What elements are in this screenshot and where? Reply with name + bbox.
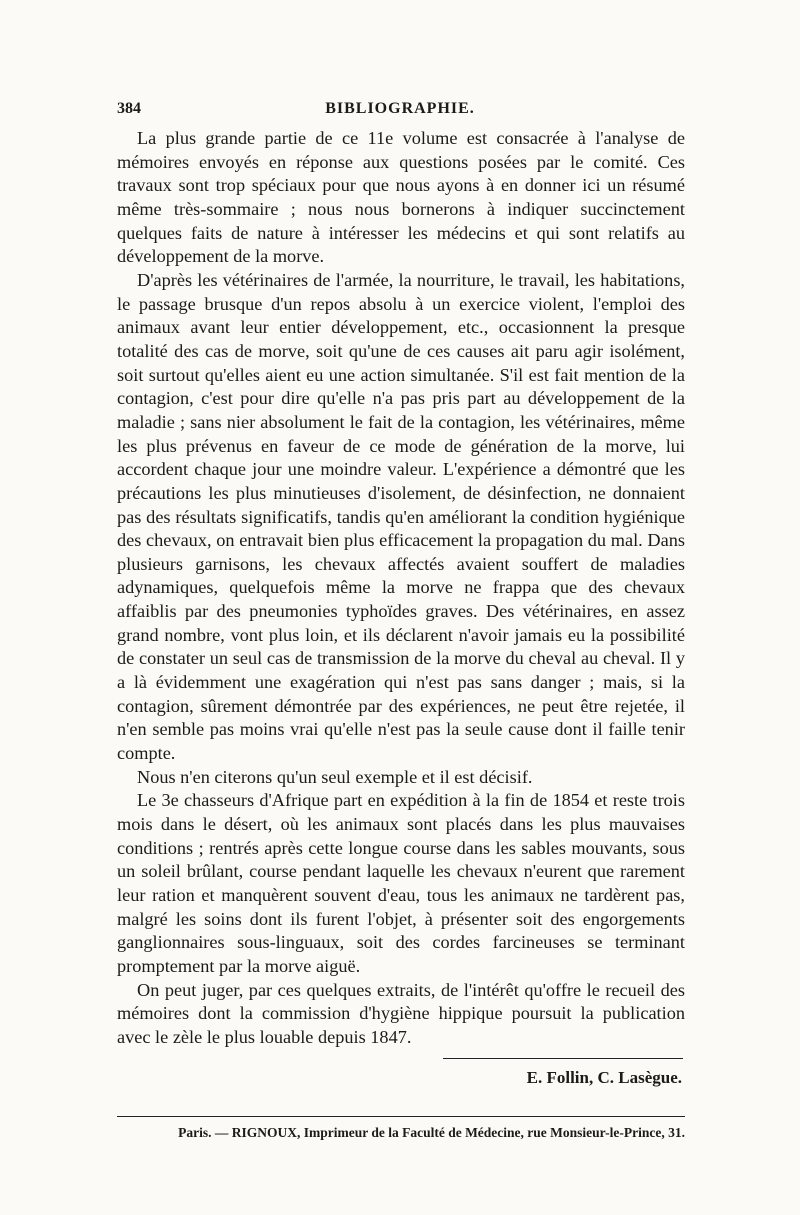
imprint-rule (117, 1116, 685, 1117)
printer-imprint: Paris. — RIGNOUX, Imprimeur de la Faculté de Médecine, rue Monsieur-le-Prince, 31. (178, 1125, 685, 1140)
author-signature: E. Follin, C. Lasègue. (526, 1068, 682, 1087)
signature-rule (443, 1058, 683, 1059)
paragraph: Nous n'en citerons qu'un seul exemple et il est décisif. (137, 766, 533, 787)
running-title: BIBLIOGRAPHIE. (325, 100, 475, 117)
paragraph: D'après les vétérinaires de l'armée, la nourriture, le travail, les habitations, le passage brusque d'un repos absolu à un exercice violent, l'emploi des animaux avant leur entier développement, etc., occasionnent la presque totalité des cas de morve, soit qu'une de ces causes ait paru agir isolément, soit surtout qu'elles aient eu une action simultanée. S'il est fait mention de la contagion, c'est pour dire qu'elle n'a pas pris part au développement de la maladie ; sans nier absolument le fait de la contagion, les vétérinaires, même les plus prévenus en faveur de ce mode de génération de la morve, lui accordent chaque jour une moindre valeur. L'expérience a démontré que les précautions les plus minutieuses d'isolement, de désinfection, ne donnaient pas des résultats significatifs, tandis qu'en améliorant la condition hygiénique des chevaux, on entravait bien plus efficacement la propagation du mal. Dans plusieurs garnisons, les chevaux affectés avaient souffert de maladies adynamiques, quelquefois même la morve ne frappa que des chevaux affaiblis par des pneumonies typhoïdes graves. Des vétérinaires, en assez grand nombre, vont plus loin, et ils déclarent n'avoir jamais eu la possibilité de constater un seul cas de transmission de la morve du cheval au cheval. Il y a là évidemment une exagération qui n'est pas sans danger ; mais, si la contagion, sûrement démontrée par des expériences, ne peut être rejetée, il n'en semble pas moins vrai qu'elle n'est pas la seule cause dont il faille tenir compte. (117, 269, 685, 764)
page-header (117, 100, 683, 124)
paragraph: Le 3e chasseurs d'Afrique part en expédition à la fin de 1854 et reste trois mois dans le désert, où les animaux sont placés dans les plus mauvaises conditions ; rentrés après cette longue course dans les sables mouvants, sous un soleil brûlant, course pendant laquelle les chevaux n'eurent que rarement leur ration et manquèrent souvent d'eau, tous les animaux ne tardèrent pas, malgré les soins dont ils furent l'objet, à présenter soit des engorgements ganglionnaires sous-linguaux, soit des cordes farcineuses se terminant promptement par la morve aiguë. (117, 790, 685, 976)
body-text (117, 127, 685, 1050)
page-number: 384 (117, 100, 141, 117)
paragraph: La plus grande partie de ce 11e volume est consacrée à l'analyse de mémoires envoyés en réponse aux questions posées par le comité. Ces travaux sont trop spéciaux pour que nous ayons à en donner ici un résumé même très-sommaire ; nous nous bornerons à indiquer succinctement quelques faits de nature à intéresser les médecins et qui sont relatifs au développement de la morve. (117, 128, 685, 267)
paragraph: On peut juger, par ces quelques extraits, de l'intérêt qu'offre le recueil des mémoires dont la commission d'hygiène hippique poursuit la publication avec le zèle le plus louable depuis 1847. (117, 979, 685, 1047)
